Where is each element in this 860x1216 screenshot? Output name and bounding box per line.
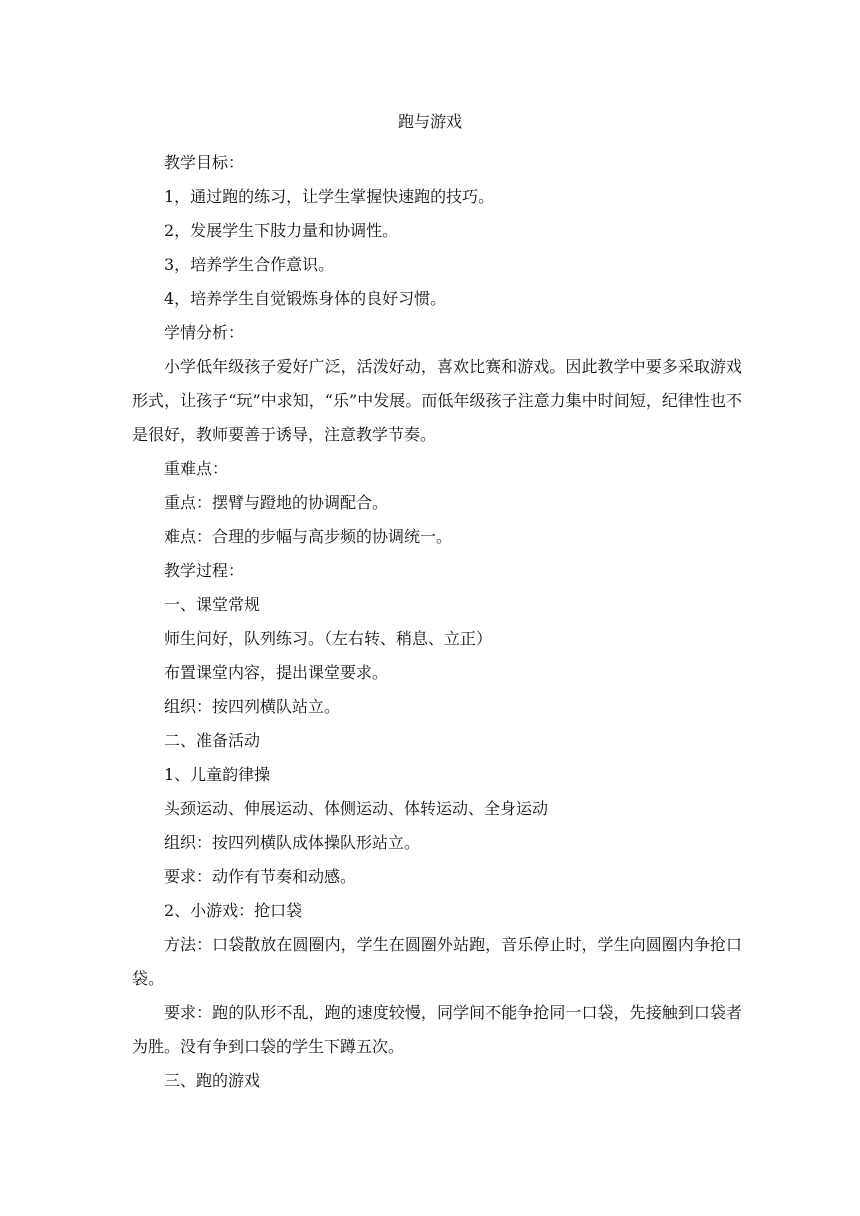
paragraph-analysis-text: 小学低年级孩子爱好广泛，活泼好动，喜欢比赛和游戏。因此教学中要多采取游戏形式，让孩子“玩”中求知，“乐”中发展。而低年级孩子注意力集中时间短，纪律性也不是很好，教师要善于诱导，注意教学节奏。 [132,357,742,444]
paragraph-goal-3: 3，培养学生合作意识。 [164,255,335,274]
paragraph-section-1: 一、课堂常规 [164,595,261,614]
paragraph-key-points-heading: 重难点： [164,459,229,478]
paragraph-analysis-heading: 学情分析： [164,323,245,342]
paragraph-rhythm-exercise: 1、儿童韵律操 [164,765,271,784]
paragraph-game-requirement: 要求：跑的队形不乱，跑的速度较慢，同学间不能争抢同一口袋，先接触到口袋者为胜。没有争到口袋的学生下蹲五次。 [132,1003,742,1056]
paragraph-small-game: 2、小游戏：抢口袋 [164,901,303,920]
document-body [132,146,742,1098]
paragraph-section-3: 三、跑的游戏 [164,1071,261,1090]
document-title: 跑与游戏 [397,112,462,131]
paragraph-organization-2: 组织：按四列横队成体操队形站立。 [164,833,421,852]
paragraph-teaching-goals-heading: 教学目标： [164,153,245,172]
paragraph-greeting: 师生问好，队列练习。（左右转、稍息、立正） [164,629,493,648]
paragraph-section-2: 二、准备活动 [164,731,261,750]
paragraph-key-point: 重点：摆臂与蹬地的协调配合。 [164,493,389,512]
paragraph-organization-1: 组织：按四列横队站立。 [164,697,341,716]
paragraph-process-heading: 教学过程： [164,561,245,580]
paragraph-difficult-point: 难点：合理的步幅与高步频的协调统一。 [164,527,453,546]
paragraph-requirement-1: 要求：动作有节奏和动感。 [164,867,357,886]
paragraph-goal-2: 2，发展学生下肢力量和协调性。 [164,221,399,240]
paragraph-goal-1: 1，通过跑的练习，让学生掌握快速跑的技巧。 [164,187,495,206]
paragraph-goal-4: 4，培养学生自觉锻炼身体的良好习惯。 [164,289,447,308]
paragraph-game-method: 方法：口袋散放在圆圈内，学生在圆圈外站跑，音乐停止时，学生向圆圈内争抢口袋。 [132,935,742,988]
paragraph-exercise-list: 头颈运动、伸展运动、体侧运动、体转运动、全身运动 [164,799,549,818]
paragraph-arrange-content: 布置课堂内容，提出课堂要求。 [164,663,389,682]
